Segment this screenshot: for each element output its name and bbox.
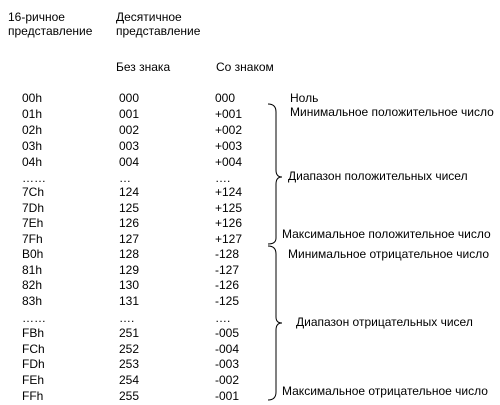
hex-cell: FEh	[22, 373, 45, 387]
hex-cell: FBh	[22, 326, 45, 340]
negative-range-brace	[268, 246, 282, 400]
hex-cell: FCh	[22, 342, 45, 356]
signed-cell: -001	[215, 389, 240, 403]
unsigned-cell: 126	[119, 216, 140, 230]
signed-cell: +124	[215, 185, 243, 199]
unsigned-cell: 128	[119, 247, 140, 261]
signed-cell: -002	[215, 373, 240, 387]
unsigned-cell: 127	[119, 232, 140, 246]
decimal-header-line-1: Десятичное	[116, 10, 182, 24]
note-negative-range: Диапазон отрицательных чисел	[296, 315, 473, 329]
hex-cell: 7Ch	[22, 185, 45, 199]
hex-cell: 02h	[22, 123, 43, 137]
hex-cell: 83h	[22, 294, 43, 308]
signed-cell: +001	[215, 107, 243, 121]
unsigned-cell: 001	[119, 107, 140, 121]
signed-cell: +126	[215, 216, 243, 230]
unsigned-cell: 002	[119, 123, 140, 137]
hex-cell: FFh	[22, 389, 44, 403]
signed-cell: -125	[215, 294, 240, 308]
unsigned-cell: 124	[119, 185, 140, 199]
signed-cell: ….	[215, 171, 231, 185]
unsigned-cell: 000	[119, 91, 140, 105]
signed-cell: 000	[215, 91, 236, 105]
hex-cell: 81h	[22, 263, 43, 277]
decimal-header-line-2: представление	[116, 24, 201, 38]
signed-cell: +125	[215, 201, 243, 215]
signed-cell: ….	[215, 311, 231, 325]
signed-cell: -005	[215, 326, 240, 340]
signed-cell: -128	[215, 247, 240, 261]
unsigned-cell: 254	[119, 373, 140, 387]
hex-cell: 03h	[22, 139, 43, 153]
hex-header-line-2: представление	[8, 24, 93, 38]
unsigned-cell: 130	[119, 278, 140, 292]
signed-cell: -126	[215, 278, 240, 292]
note-max-positive: Максимальное положительное число	[282, 227, 491, 241]
unsigned-cell: 253	[119, 357, 140, 371]
hex-cell: ……	[22, 311, 46, 325]
unsigned-cell: 129	[119, 263, 140, 277]
signed-header: Со знаком	[216, 60, 274, 74]
note-zero: Ноль	[290, 91, 319, 105]
hex-cell: 82h	[22, 278, 43, 292]
signed-cell: -003	[215, 357, 240, 371]
signed-cell: +004	[215, 155, 243, 169]
hex-cell: 7Dh	[22, 201, 45, 215]
positive-range-brace	[268, 104, 282, 244]
hex-cell: 04h	[22, 155, 43, 169]
signed-cell: +002	[215, 123, 243, 137]
unsigned-cell: 131	[119, 294, 140, 308]
hex-cell: 00h	[22, 91, 43, 105]
signed-cell: -004	[215, 342, 240, 356]
signed-cell: +127	[215, 232, 243, 246]
signed-cell: -127	[215, 263, 240, 277]
note-max-negative: Максимальное отрицательное число	[282, 384, 488, 398]
unsigned-cell: 004	[119, 155, 140, 169]
signed-cell: +003	[215, 139, 243, 153]
unsigned-cell: 255	[119, 389, 140, 403]
unsigned-header: Без знака	[116, 60, 171, 74]
hex-cell: 7Eh	[22, 216, 44, 230]
note-min-positive: Минимальное положительное число	[290, 105, 494, 119]
hex-header-line-1: 16-ричное	[8, 10, 65, 24]
note-positive-range: Диапазон положительных чисел	[288, 169, 468, 183]
unsigned-cell: 251	[119, 326, 140, 340]
unsigned-cell: 125	[119, 201, 140, 215]
hex-cell: 7Fh	[22, 232, 43, 246]
note-min-negative: Минимальное отрицательное число	[288, 247, 490, 261]
unsigned-cell: 003	[119, 139, 140, 153]
hex-cell: ……	[22, 171, 46, 185]
unsigned-cell: 252	[119, 342, 140, 356]
unsigned-cell: ….	[119, 311, 135, 325]
unsigned-cell: …	[119, 171, 131, 185]
hex-cell: 01h	[22, 107, 43, 121]
hex-cell: FDh	[22, 357, 45, 371]
hex-cell: B0h	[22, 247, 44, 261]
